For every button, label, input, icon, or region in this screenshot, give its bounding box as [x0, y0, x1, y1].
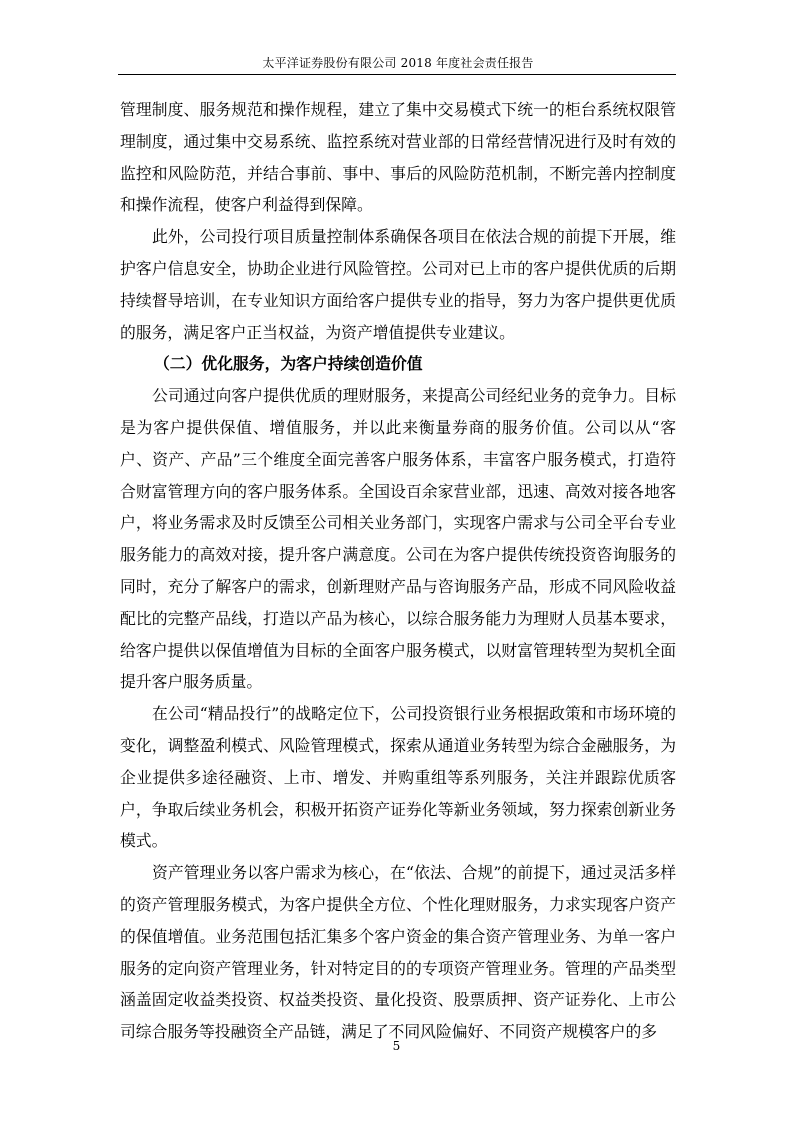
- page-header-title: 太平洋证券股份有限公司 2018 年度社会责任报告: [262, 56, 534, 70]
- page-number: 5: [392, 1039, 401, 1053]
- paragraph-asset-management: 资产管理业务以客户需求为核心，在“依法、合规”的前提下，通过灵活多样的资产管理服务模式，为客户提供全方位、个性化理财服务，力求实现客户资产的保值增值。业务范围包括汇集多个客户资金的集合资产管理业务、为单一客户服务的定向资产管理业务，针对特定目的的专项资产管理业务。管理的产品类型涵盖固定收益类投资、权益类投资、量化投资、股票质押、资产证券化、上市公司综合服务等投融资全产品链，满足了不同风险偏好、不同资产规模客户的多: [120, 863, 676, 1042]
- paragraph-investment-banking-quality: 此外，公司投行项目质量控制体系确保各项目在依法合规的前提下开展，维护客户信息安全，协助企业进行风险管控。公司对已上市的客户提供优质的后期持续督导培训，在专业知识方面给客户提供专业的指导，努力为客户提供更优质的服务，满足客户正当权益，为资产增值提供专业建议。: [120, 227, 676, 342]
- section-heading-optimize-service: （二）优化服务，为客户持续创造价值: [154, 354, 423, 374]
- header-divider: [118, 74, 676, 75]
- document-body: [120, 94, 676, 1048]
- paragraph-wealth-management: 公司通过向客户提供优质的理财服务，来提高公司经纪业务的竞争力。目标是为客户提供保值、增值服务，并以此来衡量券商的服务价值。公司以从“客户、资产、产品”三个维度全面完善客户服务体系，丰富客户服务模式，打造符合财富管理方向的客户服务体系。全国设百余家营业部，迅速、高效对接各地客户，将业务需求及时反馈至公司相关业务部门，实现客户需求与公司全平台专业服务能力的高效对接，提升客户满意度。公司在为客户提供传统投资咨询服务的同时，充分了解客户的需求，创新理财产品与咨询服务产品，形成不同风险收益配比的完整产品线，打造以产品为核心，以综合服务能力为理财人员基本要求，给客户提供以保值增值为目标的全面客户服务模式，以财富管理转型为契机全面提升客户服务质量。: [120, 386, 676, 692]
- paragraph-internal-control: 管理制度、服务规范和操作规程，建立了集中交易模式下统一的柜台系统权限管理制度，通过集中交易系统、监控系统对营业部的日常经营情况进行及时有效的监控和风险防范，并结合事前、事中、事后的风险防范机制，不断完善内控制度和操作流程，使客户利益得到保障。: [120, 100, 676, 215]
- paragraph-boutique-investment-bank: 在公司“精品投行”的战略定位下，公司投资银行业务根据政策和市场环境的变化，调整盈利模式、风险管理模式，探索从通道业务转型为综合金融服务，为企业提供多途径融资、上市、增发、并购重组等系列服务，关注并跟踪优质客户，争取后续业务机会，积极开拓资产证券化等新业务领域，努力探索创新业务模式。: [120, 704, 676, 851]
